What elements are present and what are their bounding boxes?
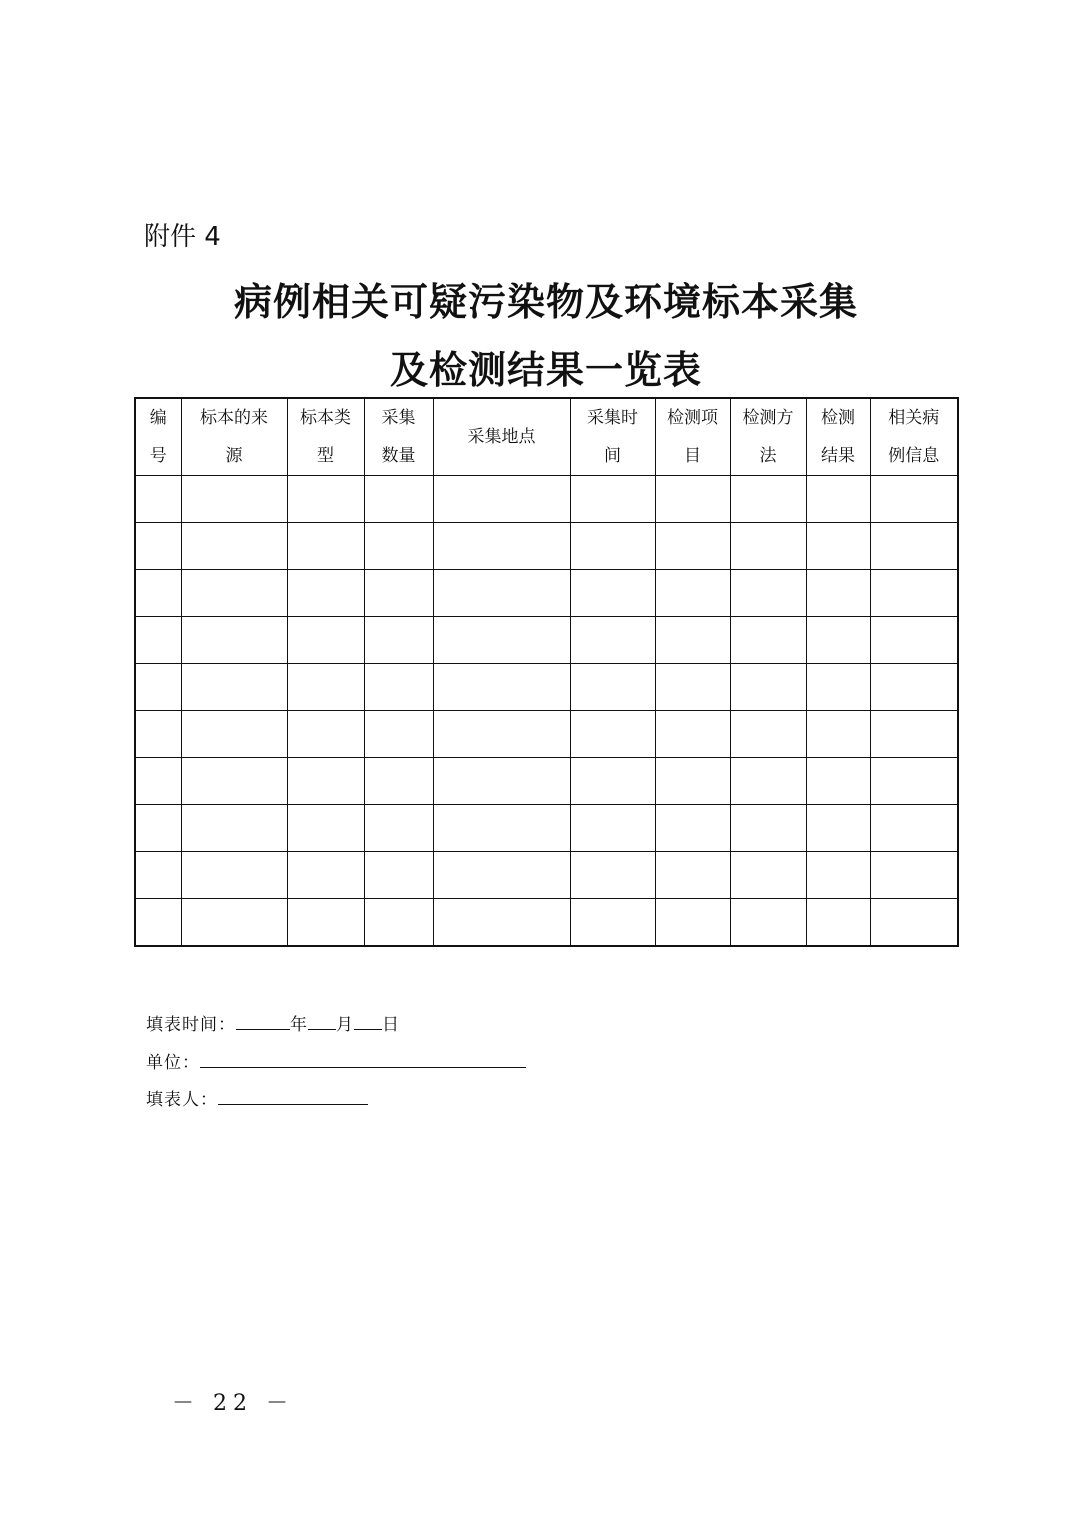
table-cell[interactable] (364, 617, 433, 664)
table-cell[interactable] (570, 805, 655, 852)
fill-unit-line (146, 1049, 526, 1074)
month-blank[interactable] (308, 1011, 336, 1030)
table-cell[interactable] (135, 711, 181, 758)
document-title-line-1: 病例相关可疑污染物及环境标本采集 (233, 279, 858, 324)
header-specimen-source: 标本的来 源 (181, 398, 287, 476)
table-cell[interactable] (181, 617, 287, 664)
table-cell[interactable] (287, 570, 364, 617)
table-cell[interactable] (730, 570, 806, 617)
table-cell[interactable] (730, 805, 806, 852)
table-cell[interactable] (433, 758, 570, 805)
table-cell[interactable] (287, 852, 364, 899)
table-row (135, 758, 958, 805)
table-cell[interactable] (870, 758, 958, 805)
table-cell[interactable] (287, 617, 364, 664)
table-cell[interactable] (181, 711, 287, 758)
table-cell[interactable] (364, 758, 433, 805)
table-cell[interactable] (655, 899, 730, 947)
table-cell[interactable] (655, 805, 730, 852)
table-cell[interactable] (181, 899, 287, 947)
table-cell[interactable] (806, 805, 870, 852)
table-cell[interactable] (135, 852, 181, 899)
table-cell[interactable] (806, 758, 870, 805)
table-cell[interactable] (287, 805, 364, 852)
table-cell[interactable] (135, 523, 181, 570)
table-cell[interactable] (570, 852, 655, 899)
table-cell[interactable] (806, 570, 870, 617)
table-cell[interactable] (870, 570, 958, 617)
table-cell[interactable] (364, 852, 433, 899)
table-cell[interactable] (730, 899, 806, 947)
table-row (135, 617, 958, 664)
table-cell[interactable] (135, 570, 181, 617)
table-cell[interactable] (181, 523, 287, 570)
table-cell[interactable] (570, 617, 655, 664)
table-cell[interactable] (655, 617, 730, 664)
table-cell[interactable] (135, 664, 181, 711)
header-related-case-info: 相关病 例信息 (870, 398, 958, 476)
table-cell[interactable] (364, 570, 433, 617)
table-cell[interactable] (730, 617, 806, 664)
table-cell[interactable] (364, 805, 433, 852)
table-cell[interactable] (287, 523, 364, 570)
table-cell[interactable] (181, 758, 287, 805)
attachment-label: 附件 4 (144, 222, 221, 252)
table-cell[interactable] (730, 664, 806, 711)
table-cell[interactable] (870, 664, 958, 711)
table-row (135, 711, 958, 758)
table-cell[interactable] (870, 805, 958, 852)
table-cell[interactable] (433, 476, 570, 523)
fill-filler-line (146, 1086, 368, 1111)
table-cell[interactable] (655, 711, 730, 758)
fill-date-label: 填表时间： (146, 1015, 236, 1035)
table-cell[interactable] (287, 711, 364, 758)
page-number: － 22 － (172, 1391, 294, 1416)
table-cell[interactable] (364, 476, 433, 523)
table-cell[interactable] (655, 758, 730, 805)
table-cell[interactable] (655, 523, 730, 570)
table-cell[interactable] (730, 852, 806, 899)
table-cell[interactable] (433, 899, 570, 947)
table-cell[interactable] (806, 617, 870, 664)
table-cell[interactable] (135, 899, 181, 947)
table-cell[interactable] (433, 570, 570, 617)
table-body (135, 476, 958, 947)
year-char: 年 (290, 1015, 308, 1035)
table-row (135, 476, 958, 523)
table-cell[interactable] (364, 711, 433, 758)
table-cell[interactable] (181, 570, 287, 617)
table-cell[interactable] (135, 617, 181, 664)
table-cell[interactable] (870, 476, 958, 523)
fill-unit-label: 单位： (146, 1053, 200, 1073)
table-cell[interactable] (364, 664, 433, 711)
table-cell[interactable] (570, 711, 655, 758)
table-row (135, 805, 958, 852)
table-cell[interactable] (870, 617, 958, 664)
table-cell[interactable] (433, 617, 570, 664)
table-cell[interactable] (135, 476, 181, 523)
table-cell[interactable] (570, 523, 655, 570)
header-collection-time: 采集时 间 (570, 398, 655, 476)
table-cell[interactable] (181, 805, 287, 852)
table-cell[interactable] (730, 523, 806, 570)
table-cell[interactable] (135, 805, 181, 852)
table-cell[interactable] (870, 523, 958, 570)
table-cell[interactable] (570, 476, 655, 523)
table-cell[interactable] (433, 711, 570, 758)
table-cell[interactable] (181, 664, 287, 711)
table-cell[interactable] (870, 899, 958, 947)
header-test-result: 检测 结果 (806, 398, 870, 476)
table-cell[interactable] (433, 664, 570, 711)
day-blank[interactable] (354, 1011, 382, 1030)
table-cell[interactable] (570, 664, 655, 711)
table-header-row (135, 398, 958, 476)
table-cell[interactable] (287, 758, 364, 805)
day-char: 日 (382, 1015, 400, 1035)
month-char: 月 (336, 1015, 354, 1035)
table-cell[interactable] (287, 476, 364, 523)
table-cell[interactable] (655, 664, 730, 711)
table-cell[interactable] (806, 476, 870, 523)
table-cell[interactable] (870, 852, 958, 899)
unit-blank[interactable] (200, 1049, 526, 1068)
table-cell[interactable] (806, 711, 870, 758)
table-cell[interactable] (655, 852, 730, 899)
table-cell[interactable] (364, 523, 433, 570)
table-cell[interactable] (181, 476, 287, 523)
table-cell[interactable] (135, 758, 181, 805)
table-cell[interactable] (655, 570, 730, 617)
table-cell[interactable] (730, 758, 806, 805)
table-cell[interactable] (806, 899, 870, 947)
header-test-item: 检测项 目 (655, 398, 730, 476)
fill-date-line (146, 1011, 400, 1036)
filler-blank[interactable] (218, 1086, 368, 1105)
year-blank[interactable] (236, 1011, 290, 1030)
specimen-record-table (134, 397, 959, 947)
table-row (135, 664, 958, 711)
table-cell[interactable] (570, 899, 655, 947)
table-cell[interactable] (364, 899, 433, 947)
fill-filler-label: 填表人： (146, 1090, 218, 1110)
table-cell[interactable] (655, 476, 730, 523)
table-cell[interactable] (806, 852, 870, 899)
table-cell[interactable] (287, 899, 364, 947)
table-cell[interactable] (730, 476, 806, 523)
table-cell[interactable] (570, 570, 655, 617)
table-cell[interactable] (181, 852, 287, 899)
table-cell[interactable] (433, 805, 570, 852)
table-cell[interactable] (870, 711, 958, 758)
table-row (135, 523, 958, 570)
header-collection-location: 采集地点 (433, 398, 570, 476)
table-cell[interactable] (287, 664, 364, 711)
table-cell[interactable] (730, 711, 806, 758)
document-title-line-2: 及检测结果一览表 (389, 347, 702, 392)
table-cell[interactable] (570, 758, 655, 805)
table-cell[interactable] (806, 664, 870, 711)
table-row (135, 852, 958, 899)
table-row (135, 570, 958, 617)
header-specimen-type: 标本类 型 (287, 398, 364, 476)
table-cell[interactable] (433, 523, 570, 570)
table-row (135, 899, 958, 947)
table-cell[interactable] (806, 523, 870, 570)
header-test-method: 检测方 法 (730, 398, 806, 476)
header-serial-number: 编 号 (135, 398, 181, 476)
header-collection-quantity: 采集 数量 (364, 398, 433, 476)
table-cell[interactable] (433, 852, 570, 899)
